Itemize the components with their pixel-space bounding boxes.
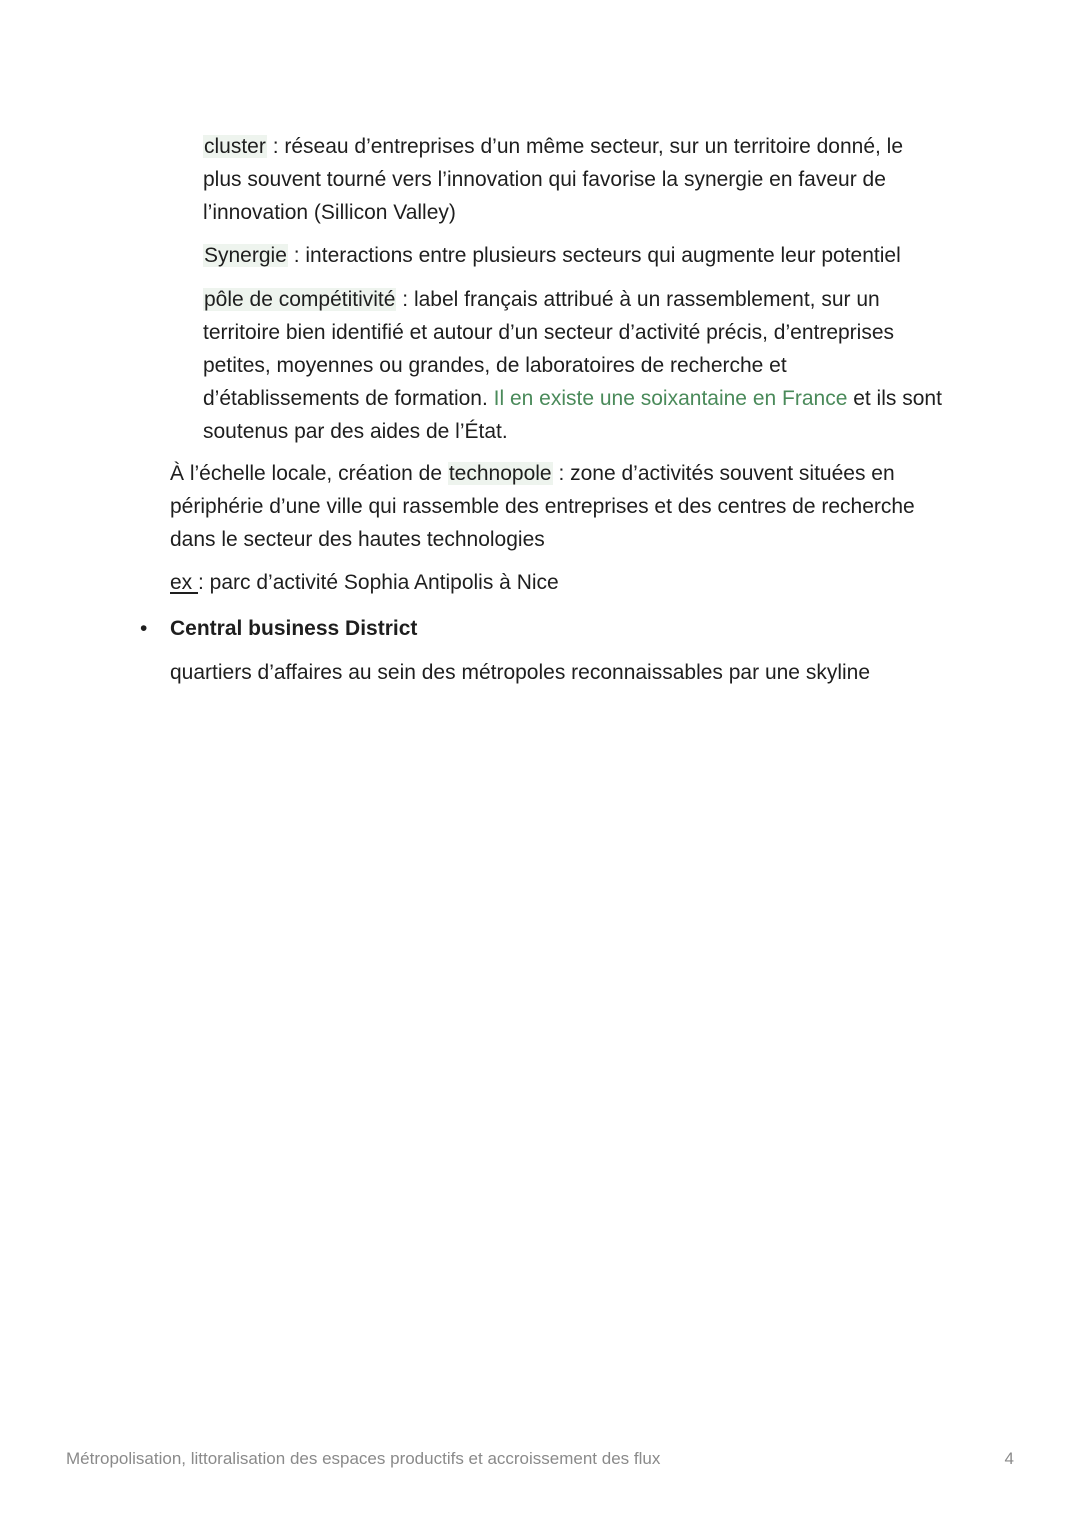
technopole-definition — [170, 457, 960, 556]
synergie-definition-text: : interactions entre plusieurs secteurs qui augmente leur potentiel — [287, 244, 901, 267]
page-number: 4 — [1004, 1449, 1014, 1468]
pole-highlight-text: Il en existe une soixantaine en France — [493, 387, 848, 410]
pole-definition-text: : label français attribué à un rassemblement, sur un territoire bien identifié et autour d’un secteur d’activité précis, d’entreprises petites, moyennes ou grandes, de laboratoires de recherche et d’établissements de formation. — [203, 288, 895, 410]
pole-term: pôle de compétitivité — [204, 288, 396, 311]
bullet-heading: Central business District — [170, 617, 418, 640]
cbd-definition: quartiers d’affaires au sein des métropoles reconnaissables par une skyline — [170, 661, 871, 684]
technopole-definition-text: : zone d’activités souvent situées en périphérie d’une ville qui rassemble des entreprises et des centres de recherche dans le secteur des hautes technologies — [170, 462, 915, 551]
cluster-term: cluster — [204, 135, 266, 158]
cluster-definition — [203, 130, 943, 229]
technopole-intro: À l’échelle locale, création de — [170, 462, 448, 485]
pole-rest-text: et ils sont soutenus par des aides de l’État. — [203, 387, 942, 443]
example-line — [170, 566, 960, 599]
cluster-definition-text: : réseau d’entreprises d’un même secteur, sur un territoire donné, le plus souvent tourné vers l’innovation qui favorise la synergie en faveur de l’innovation (Sillicon Valley) — [203, 135, 904, 224]
pole-definition — [203, 283, 943, 448]
footer-title: Métropolisation, littoralisation des espaces productifs et accroissement des flux — [66, 1449, 661, 1468]
synergie-definition — [203, 239, 943, 272]
synergie-term: Synergie — [204, 244, 287, 267]
example-label: ex — [170, 571, 199, 594]
bullet-icon: • — [140, 617, 148, 640]
technopole-term: technopole — [448, 462, 552, 485]
example-text: : parc d’activité Sophia Antipolis à Nice — [198, 571, 559, 594]
